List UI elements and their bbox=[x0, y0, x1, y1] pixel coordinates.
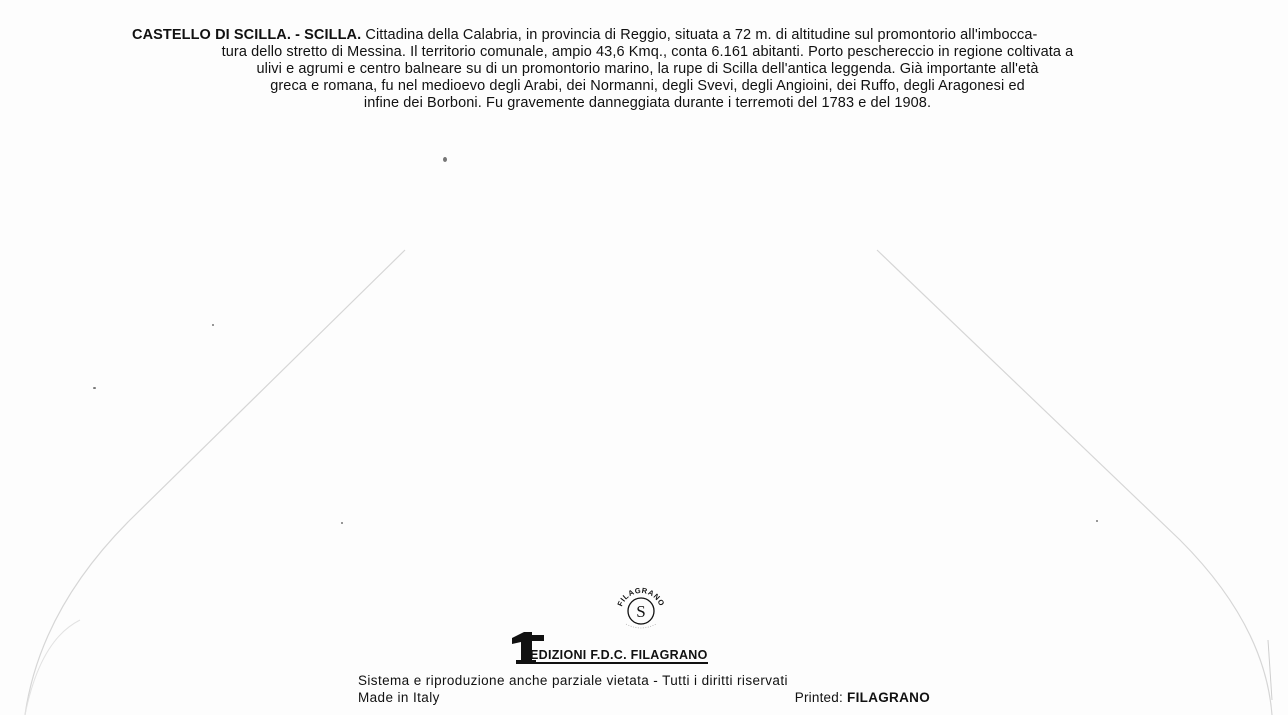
description-title: CASTELLO DI SCILLA. - SCILLA. bbox=[132, 27, 362, 43]
seal-letter: S bbox=[636, 602, 646, 621]
paper-speck bbox=[443, 157, 447, 162]
printed-brand: FILAGRANO bbox=[847, 690, 930, 705]
rights-notice: Sistema e riproduzione anche parziale vietata - Tutti i diritti riservati bbox=[358, 673, 788, 688]
castle-description bbox=[120, 27, 1175, 112]
description-text: Cittadina della Calabria, in provincia di Reggio, situata a 72 m. di altitudine sul promontorio all'imbocca- bbox=[361, 27, 1038, 43]
paper-speck bbox=[1096, 520, 1098, 522]
description-line-2: tura dello stretto di Messina. Il territorio comunale, ampio 43,6 Kmq., conta 6.161 abitanti. Porto peschereccio in regione coltivata a bbox=[221, 44, 1074, 60]
description-line-3: ulivi e agrumi e centro balneare su di un promontorio marino, la rupe di Scilla dell'antica leggenda. Già importante all'età bbox=[256, 61, 1039, 77]
publisher-name: EDIZIONI F.D.C. FILAGRANO bbox=[530, 648, 708, 662]
left-flap-fold bbox=[25, 250, 405, 715]
right-flap-fold bbox=[877, 250, 1272, 715]
printed-label: Printed: bbox=[794, 690, 843, 705]
seal-arc-text: FILAGRANO bbox=[615, 585, 667, 608]
paper-speck bbox=[212, 324, 214, 326]
bottom-left-curve bbox=[25, 620, 80, 715]
paper-speck bbox=[341, 522, 343, 524]
description-line-4: greca e romana, fu nel medioevo degli Arabi, dei Normanni, degli Svevi, degli Angioini, dei Ruffo, degli Aragonesi ed bbox=[270, 78, 1025, 94]
made-in-label: Made in Italy bbox=[358, 690, 440, 705]
paper-speck bbox=[93, 387, 96, 389]
description-line-5: infine dei Borboni. Fu gravemente danneggiata durante i terremoti del 1783 e del 1908. bbox=[363, 95, 932, 111]
publisher-mark bbox=[510, 630, 790, 664]
origin-row bbox=[358, 689, 930, 706]
description-line-1 bbox=[120, 27, 1175, 44]
rights-notice-row bbox=[358, 672, 930, 689]
rights-footer bbox=[358, 672, 930, 706]
printed-by bbox=[795, 689, 930, 706]
